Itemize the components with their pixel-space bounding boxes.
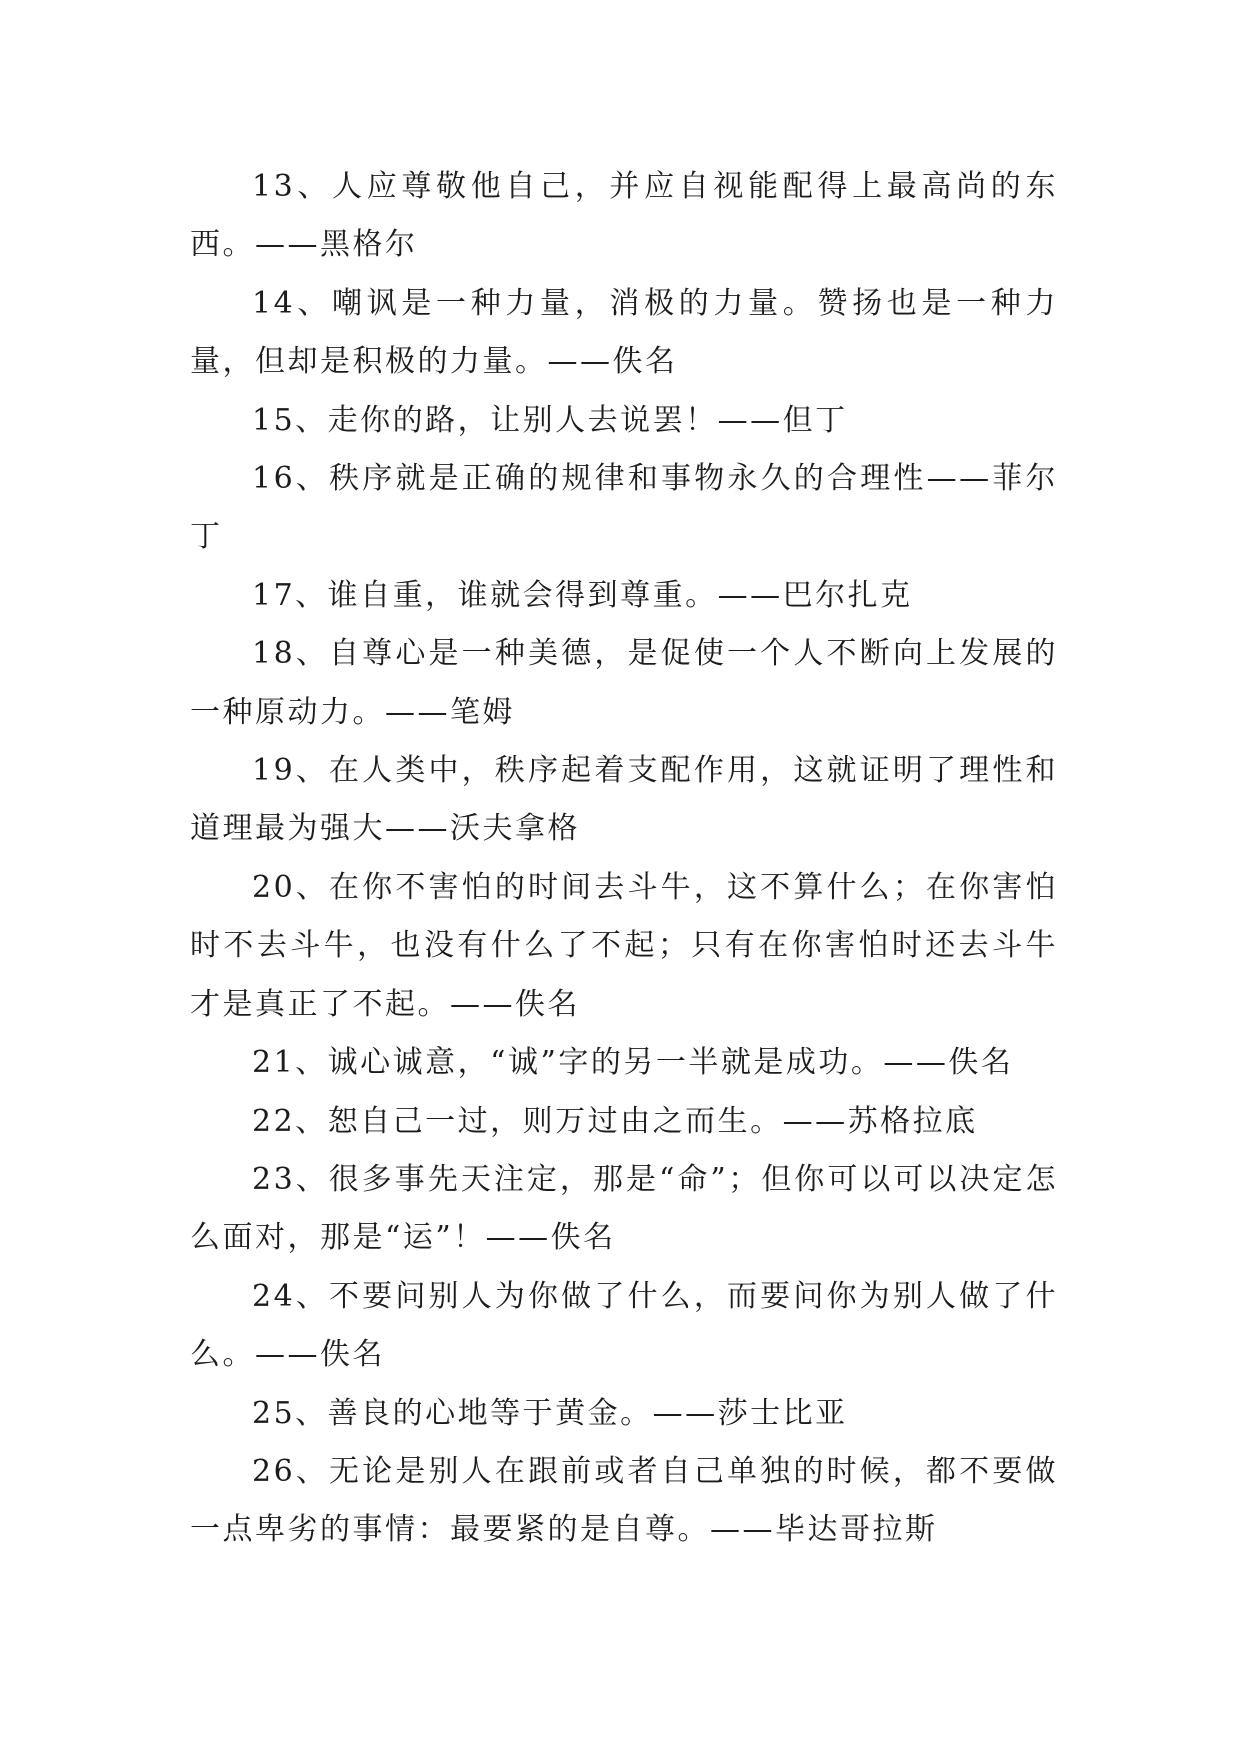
quote-25: 25、善良的心地等于黄金。——莎士比亚: [252, 1395, 848, 1431]
quote-list: [190, 158, 1058, 1560]
quote-21: 21、诚心诚意，“诚”字的另一半就是成功。——佚名: [252, 1045, 1014, 1081]
quote-16: 16、秩序就是正确的规律和事物永久的合理性——菲尔丁: [190, 461, 1058, 555]
quote-17: 17、谁自重，谁就会得到尊重。——巴尔扎克: [252, 577, 913, 613]
quote-23: 23、很多事先天注定，那是“命”；但你可以可以决定怎么面对，那是“运”！——佚名: [190, 1161, 1058, 1256]
quote-15: 15、走你的路，让别人去说罢！——但丁: [252, 402, 848, 438]
quote-13: 13、人应尊敬他自己，并应自视能配得上最高尚的东西。——黑格尔: [190, 169, 1058, 263]
quote-22: 22、恕自己一过，则万过由之而生。——苏格拉底: [252, 1103, 978, 1139]
quote-24: 24、不要问别人为你做了什么，而要问你为别人做了什么。——佚名: [190, 1278, 1058, 1373]
quote-14: 14、嘲讽是一种力量，消极的力量。赞扬也是一种力量，但却是积极的力量。——佚名: [190, 285, 1058, 380]
quote-20: 20、在你不害怕的时间去斗牛，这不算什么；在你害怕时不去斗牛，也没有什么了不起；只有在你害怕时还去斗牛才是真正了不起。——佚名: [190, 869, 1058, 1022]
quote-19: 19、在人类中，秩序起着支配作用，这就证明了理性和道理最为强大——沃夫拿格: [190, 753, 1058, 847]
quote-18: 18、自尊心是一种美德，是促使一个人不断向上发展的一种原动力。——笔姆: [190, 636, 1058, 730]
quote-26: 26、无论是别人在跟前或者自己单独的时候，都不要做一点卑劣的事情：最要紧的是自尊。——毕达哥拉斯: [190, 1453, 1058, 1548]
